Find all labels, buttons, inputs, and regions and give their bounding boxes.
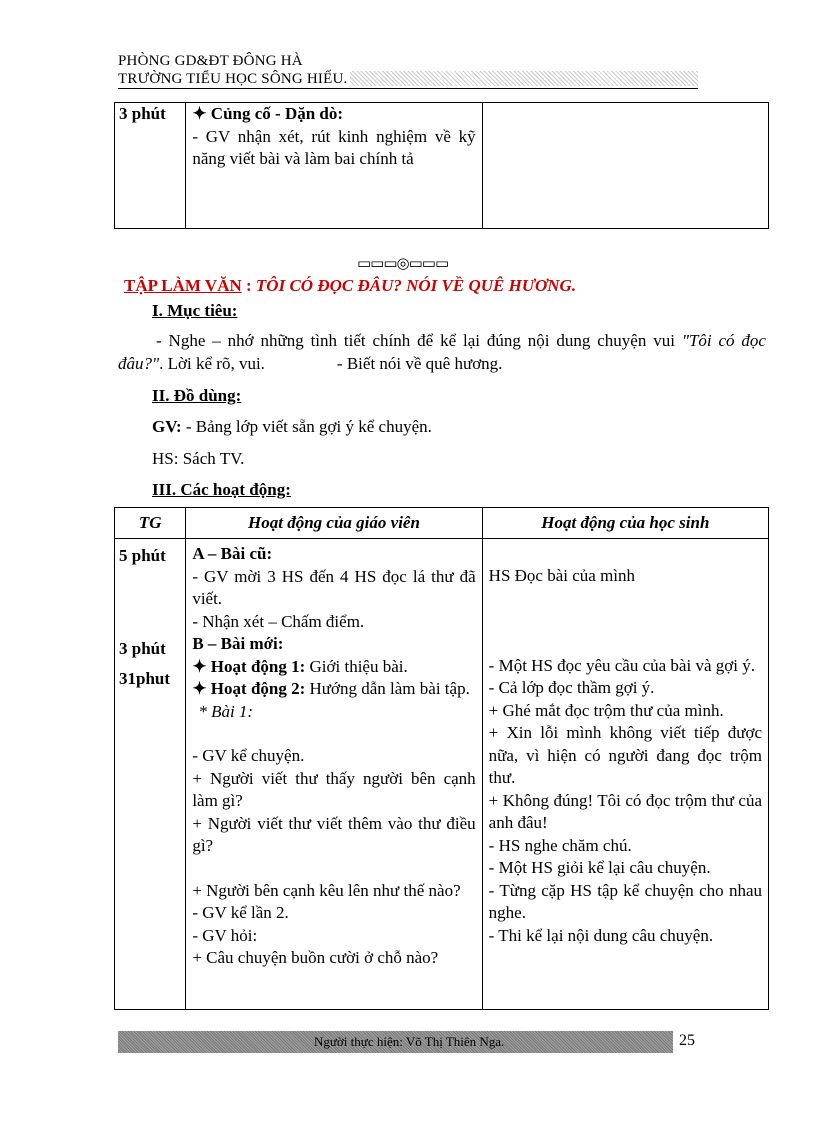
closing-text: - GV nhận xét, rút kinh nghiệm về kỹ năng viết bài và làm bai chính tả [192, 126, 476, 168]
closing-content [186, 103, 482, 229]
new-lesson-heading: B – Bài mới: [192, 634, 284, 653]
student-s0: HS Đọc bài của mình [488, 566, 636, 585]
lesson-subject: TẬP LÀM VĂN [124, 276, 242, 295]
activities-table [114, 507, 769, 1010]
activity-2: ✦ Hoạt động 2: Hướng dẫn làm bài tập. [192, 679, 470, 698]
teacher-t6: - GV hỏi: [192, 925, 258, 945]
closing-heading: ✦ Củng cố - Dặn dò: [192, 104, 344, 123]
teacher-t1: - GV kể chuyện. [192, 746, 305, 765]
time-2: 3 phút [119, 638, 166, 658]
teacher-a1: - GV mời 3 HS đến 4 HS đọc lá thư đã viết. [192, 566, 476, 608]
hs-tools: HS: Sách TV. [152, 449, 245, 468]
tools-heading: II. Đồ dùng: [152, 386, 242, 405]
footer-author: Người thực hiện: Võ Thị Thiên Nga. [314, 1034, 505, 1049]
student-s9: - Thi kể lại nội dung câu chuyện. [488, 925, 714, 945]
goals-heading: I. Mục tiêu: [152, 301, 238, 320]
closing-activity-table [114, 102, 769, 229]
teacher-t7: + Câu chuyện buồn cười ở chỗ nào? [192, 948, 439, 967]
student-s2: - Cả lớp đọc thầm gợi ý. [488, 678, 655, 697]
student-s5: + Không đúng! Tôi có đọc trộm thư của anh đâu! [488, 790, 762, 832]
col-teacher-header: Hoạt động của giáo viên [186, 508, 482, 539]
gv-tools: GV: - Bảng lớp viết sẵn gợi ý kể chuyện. [152, 417, 432, 436]
student-s3: + Ghé mắt đọc trộm thư của mình. [488, 700, 724, 720]
col-student-header: Hoạt động của học sinh [482, 508, 768, 539]
activities-body-row [115, 539, 769, 1010]
time-1: 5 phút [119, 546, 166, 565]
page-header [118, 52, 698, 89]
exercise-1: * Bài 1: [198, 701, 254, 721]
lesson-topic: TÔI CÓ ĐỌC ĐÂU? NÓI VỀ QUÊ HƯƠNG. [255, 276, 577, 295]
student-column [482, 539, 768, 1010]
student-s4: + Xin lỗi mình không viết tiếp được nữa, vì hiện có người đang đọc trộm thư. [488, 723, 762, 787]
activity-1: ✦ Hoạt động 1: Giới thiệu bài. [192, 656, 408, 676]
page-number: 25 [679, 1032, 695, 1049]
closing-time: 3 phút [115, 103, 186, 229]
header-line-1: PHÒNG GD&ĐT ĐÔNG HÀ [118, 53, 303, 69]
time-3: 31phut [119, 669, 171, 688]
footer-bar [118, 1031, 673, 1053]
student-s6: - HS nghe chăm chú. [488, 835, 632, 855]
time-column [115, 539, 186, 1010]
header-line-2: TRƯỜNG TIỂU HỌC SÔNG HIẾU. [118, 70, 698, 89]
teacher-column [186, 539, 482, 1010]
closing-empty-cell [482, 103, 768, 229]
activities-header-row [115, 508, 769, 539]
teacher-t2: + Người viết thư thấy người bên cạnh làm gì? [192, 768, 476, 810]
old-lesson-heading: A – Bài cũ: [192, 544, 273, 563]
student-s7: - Một HS giỏi kể lại câu chuyện. [488, 858, 711, 877]
col-time-header: TG [115, 508, 186, 539]
teacher-t5: - GV kể lần 2. [192, 903, 289, 922]
teacher-a2: - Nhận xét – Chấm điểm. [192, 611, 365, 631]
student-s1: - Một HS đọc yêu cầu của bài và gợi ý. [488, 655, 755, 675]
lesson-sep: : [241, 276, 256, 295]
student-s8: - Từng cặp HS tập kể chuyện cho nhau nghe. [488, 880, 762, 922]
ornament-divider: ▭▭▭◎▭▭▭ [357, 256, 449, 272]
teacher-t4: + Người bên cạnh kêu lên như thế nào? [192, 880, 461, 900]
lesson-title [124, 276, 576, 296]
goals-text: - Nghe – nhớ những tình tiết chính để kể lại đúng nội dung chuyện vui "Tôi có đọc đâu?". Lời kể rõ, vui. - Biết nói về quê hương. [118, 331, 766, 373]
teacher-t3: + Người viết thư viết thêm vào thư điều gì? [192, 813, 476, 855]
activities-heading: III. Các hoạt động: [152, 480, 291, 499]
